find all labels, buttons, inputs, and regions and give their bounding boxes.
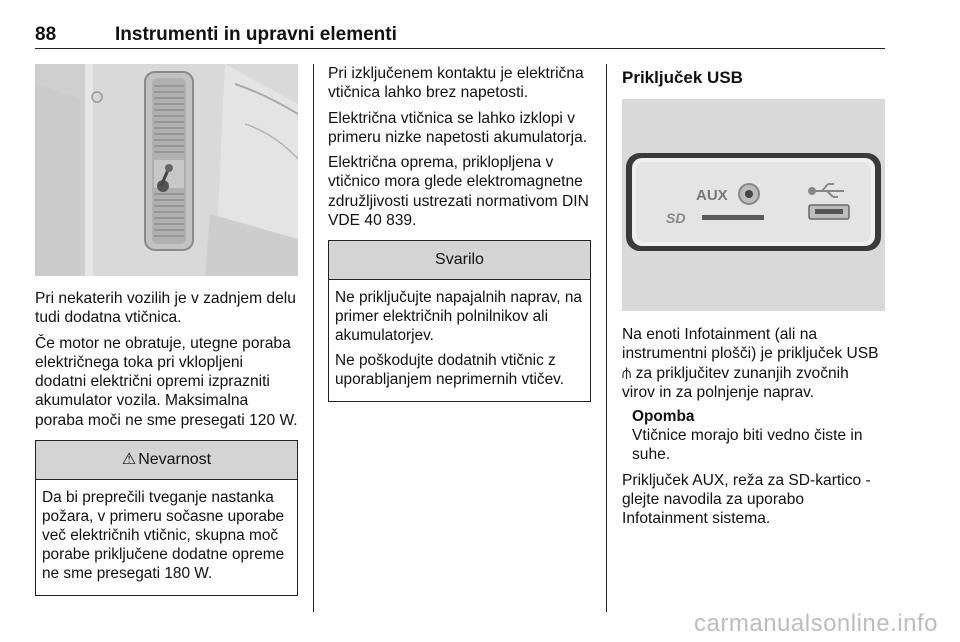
paragraph: Pri nekaterih vozilih je v zadnjem delu tudi dodatna vtičnica. — [35, 290, 296, 327]
rear-socket-illustration — [35, 64, 298, 276]
danger-box-body — [36, 480, 297, 595]
caution-box-body — [329, 280, 590, 401]
right-column — [622, 64, 885, 535]
caution-box-title: Svarilo — [329, 241, 590, 280]
middle-column — [328, 64, 591, 402]
sd-label: SD — [666, 210, 686, 226]
caution-text: Ne priključujte napajalnih naprav, na primer električnih polnilnikov ali akumulatorjev. — [335, 289, 582, 345]
paragraph: Pri izključenem kontaktu je električna vtičnica lahko brez napetosti. — [328, 65, 584, 102]
aux-label: AUX — [696, 187, 728, 204]
column-divider — [313, 64, 314, 612]
page-header — [35, 20, 885, 49]
paragraph: Na enoti Infotainment (ali na instrumentni plošči) je priključek USB ⫛ za priključitev zunanjih zvočnih virov in za polnjenje naprav. — [622, 326, 879, 401]
left-column — [35, 64, 298, 596]
page-number: 88 — [35, 24, 57, 45]
aux-jack-hole — [745, 190, 753, 198]
section-heading: Priključek USB — [622, 68, 743, 87]
danger-text: Da bi preprečili tveganje nastanka požara, v primeru sočasne uporabe več električnih vtičnic, skupna moč porabe priključene dodatne opreme ne sme presegati 180 W. — [42, 489, 285, 583]
paragraph: Če motor ne obratuje, utegne poraba električnega toka pri vklopljeni dodatni električni opremi izprazniti akumulator vozila. Maksimalna poraba moči ne sme presegati 120 W. — [35, 334, 298, 429]
sd-card-slot — [702, 215, 764, 220]
warning-triangle-icon: ⚠ — [121, 451, 137, 469]
rear-socket-figure — [35, 64, 298, 276]
paragraph: Priključek AUX, reža za SD-kartico - glejte navodila za uporabo Infotainment sistema. — [622, 471, 871, 528]
paragraph: Električna vtičnica se lahko izklopi v primeru nizke napetosti akumulatorja. — [328, 109, 588, 146]
note-text: Vtičnice morajo biti vedno čiste in suhe. — [632, 427, 863, 464]
column-divider — [606, 64, 607, 612]
note-title: Opomba — [632, 408, 695, 426]
chapter-title: Instrumenti in upravni elementi — [115, 24, 397, 45]
paragraph: Električna oprema, priklopljena v vtičnico mora glede elektromagnetne združljivosti ustrezati normativom DIN VDE 40 839. — [328, 154, 589, 230]
note-block — [622, 408, 885, 465]
danger-box — [35, 440, 298, 596]
caution-text: Ne poškodujte dodatnih vtičnic z uporabljanjem neprimernih vtičev. — [335, 352, 564, 389]
caution-box — [328, 240, 591, 402]
danger-box-header — [36, 441, 297, 480]
danger-box-title: Nevarnost — [138, 451, 212, 469]
watermark: carmanualsonline.info — [694, 610, 938, 637]
usb-panel-illustration — [622, 99, 885, 311]
usb-panel-figure — [622, 99, 885, 311]
